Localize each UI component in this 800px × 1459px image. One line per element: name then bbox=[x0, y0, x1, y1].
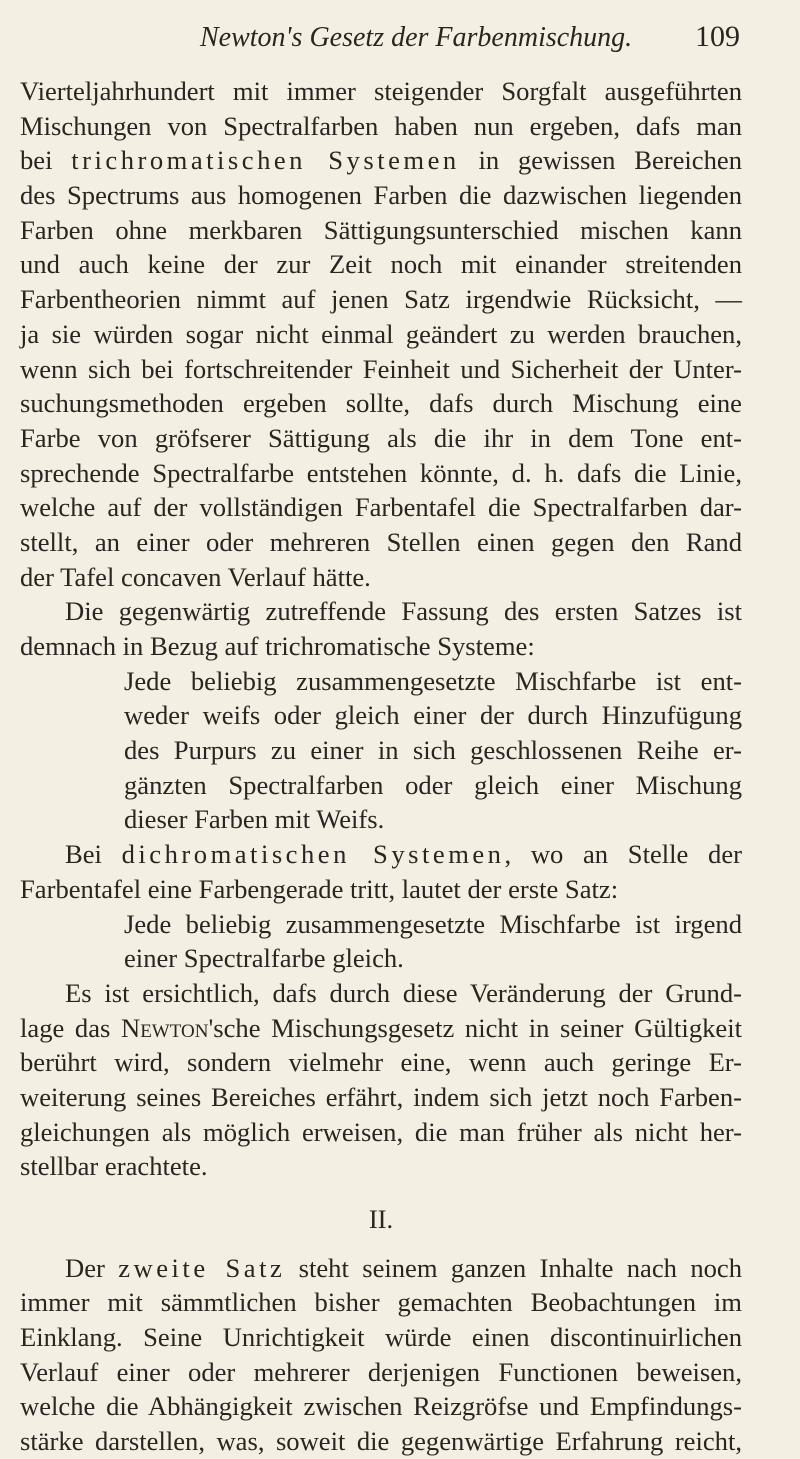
text-line: Der zweite Satz steht seinem ganzen Inhalte nach noch bbox=[65, 1252, 743, 1283]
running-header bbox=[200, 14, 740, 54]
text-line: stellt, an einer oder mehreren Stellen einen gegen den Rand bbox=[20, 526, 742, 557]
text-line: Farbentheorien nimmt auf jenen Satz irgendwie Rücksicht, — bbox=[20, 284, 742, 315]
text-line: stärke darstellen, was, soweit die gegenwärtige Erfahrung reicht, bbox=[20, 1426, 742, 1457]
text-line: Farben ohne merkbaren Sättigungsunterschied mischen kann bbox=[20, 214, 742, 245]
running-title: Newton's Gesetz der Farbenmischung. bbox=[200, 22, 633, 53]
text-line: einer Spectralfarbe gleich. bbox=[124, 943, 404, 974]
text-line: Vierteljahrhundert mit immer steigender Sorgfalt ausgeführten bbox=[20, 76, 742, 106]
text-line: Jede beliebig zusammengesetzte Mischfarbe ist ent- bbox=[124, 665, 742, 696]
text-line: Einklang. Seine Unrichtigkeit würde einen discontinuirlichen bbox=[20, 1322, 742, 1353]
text-line: Farbe von gröfserer Sättigung als die ihr in dem Tone ent- bbox=[20, 422, 742, 453]
small-caps-name: Newton bbox=[121, 1012, 209, 1043]
body-text bbox=[20, 74, 742, 1459]
text-line: suchungsmethoden ergeben sollte, dafs durch Mischung eine bbox=[20, 388, 742, 419]
text-line: ja sie würden sogar nicht einmal geändert zu werden brauchen, bbox=[20, 318, 742, 349]
text-line: des Purpurs zu einer in sich geschlossenen Reihe er- bbox=[124, 735, 742, 766]
text-line: weiterung seines Bereiches erfährt, indem sich jetzt noch Farben- bbox=[20, 1081, 742, 1112]
text-line: weder weifs oder gleich einer der durch Hinzufügung bbox=[124, 700, 742, 731]
text-line: welche die Abhängigkeit zwischen Reizgröfse und Empfindungs- bbox=[20, 1391, 742, 1422]
spaced-emphasis: zweite Satz bbox=[118, 1252, 286, 1283]
text-line: berührt wird, sondern vielmehr eine, wenn auch geringe Er- bbox=[20, 1047, 742, 1078]
text-line: gleichungen als möglich erweisen, die man früher als nicht her- bbox=[20, 1116, 742, 1147]
spaced-emphasis: trichromatischen Systemen bbox=[71, 145, 460, 176]
text-line: Mischungen von Spectralfarben haben nun ergeben, dafs man bbox=[20, 110, 742, 141]
text-line: sprechende Spectralfarbe entstehen könnte, d. h. dafs die Linie, bbox=[20, 457, 742, 488]
section-heading: II. bbox=[368, 1204, 394, 1234]
text-line: Farbentafel eine Farbengerade tritt, lautet der erste Satz: bbox=[20, 873, 619, 904]
text-line: lage das Newton'sche Mischungsgesetz nicht in seiner Gültigkeit bbox=[20, 1012, 742, 1043]
page-number: 109 bbox=[695, 20, 740, 53]
text-line: und auch keine der zur Zeit noch mit einander streitenden bbox=[20, 249, 742, 280]
text-line: der Tafel concaven Verlauf hätte. bbox=[20, 561, 371, 592]
text-line: demnach in Bezug auf trichromatische Systeme: bbox=[20, 631, 535, 661]
text-line: dieser Farben mit Weifs. bbox=[124, 804, 385, 835]
text-line: Jede beliebig zusammengesetzte Mischfarbe ist irgend bbox=[124, 908, 742, 939]
text-line: Es ist ersichtlich, dafs durch diese Veränderung der Grund- bbox=[65, 977, 742, 1008]
text-line: gänzten Spectralfarben oder gleich einer Mischung bbox=[124, 769, 742, 800]
spaced-emphasis: dichromatischen Systemen bbox=[121, 839, 505, 870]
text-line: welche auf der vollständigen Farbentafel die Spectralfarben dar- bbox=[20, 492, 742, 523]
text-line: Verlauf einer oder mehrerer derjenigen Functionen beweisen, bbox=[20, 1356, 742, 1387]
text-line: des Spectrums aus homogenen Farben die dazwischen liegenden bbox=[20, 180, 742, 211]
text-line: stellbar erachtete. bbox=[20, 1151, 208, 1182]
text-line: Die gegenwärtig zutreffende Fassung des ersten Satzes ist bbox=[65, 596, 742, 627]
text-line: wenn sich bei fortschreitender Feinheit und Sicherheit der Unter- bbox=[20, 353, 742, 384]
text-line: immer mit sämmtlichen bisher gemachten Beobachtungen im bbox=[20, 1287, 742, 1318]
text-line: bei trichromatischen Systemen in gewissen Bereichen bbox=[20, 145, 743, 176]
text-line: Bei dichromatischen Systemen, wo an Stelle der bbox=[65, 839, 742, 870]
